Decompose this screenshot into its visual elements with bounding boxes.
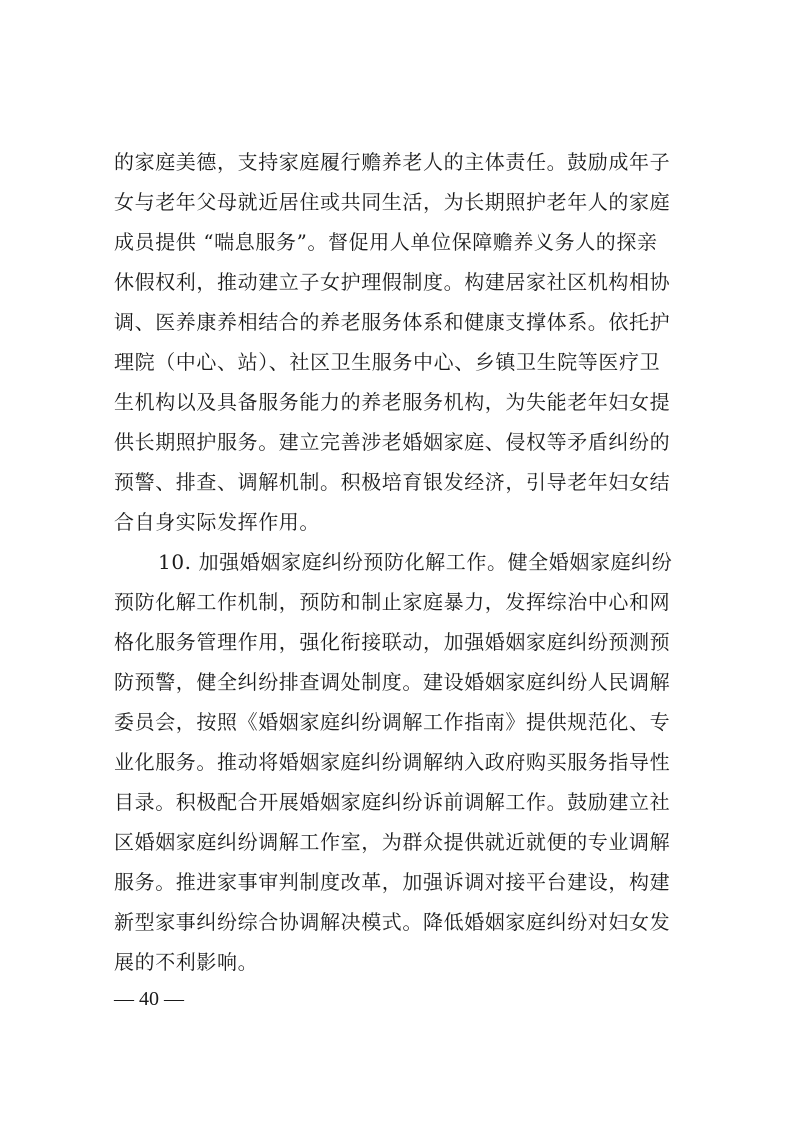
text-line: 供长期照护服务。建立完善涉老婚姻家庭、侵权等矛盾纠纷的 (114, 430, 671, 454)
text-line: 防预警，健全纠纷排查调处制度。建设婚姻家庭纠纷人民调解 (114, 670, 671, 694)
text-line: 区婚姻家庭纠纷调解工作室，为群众提供就近就便的专业调解 (114, 830, 671, 854)
text-line: 女与老年父母就近居住或共同生活，为长期照护老年人的家庭 (114, 190, 671, 214)
text-line: 休假权利，推动建立子女护理假制度。构建居家社区机构相协 (114, 270, 671, 294)
page-number: — 40 — (114, 988, 184, 1010)
section-heading-line: 10. 加强婚姻家庭纠纷预防化解工作。健全婚姻家庭纠纷 (158, 550, 673, 574)
text-line: 展的不利影响。 (114, 950, 259, 974)
text-line: 委员会，按照《婚姻家庭纠纷调解工作指南》提供规范化、专 (114, 710, 671, 734)
text-line: 合自身实际发挥作用。 (114, 510, 320, 534)
text-line: 目录。积极配合开展婚姻家庭纠纷诉前调解工作。鼓励建立社 (114, 790, 671, 814)
text-line: 的家庭美德，支持家庭履行赡养老人的主体责任。鼓励成年子 (114, 150, 671, 174)
text-line: 服务。推进家事审判制度改革，加强诉调对接平台建设，构建 (114, 870, 671, 894)
text-line: 业化服务。推动将婚姻家庭纠纷调解纳入政府购买服务指导性 (114, 750, 671, 774)
text-line: 预防化解工作机制，预防和制止家庭暴力，发挥综治中心和网 (114, 590, 671, 614)
text-line: 成员提供 “喘息服务”。督促用人单位保障赡养义务人的探亲 (114, 230, 658, 254)
text-line: 调、医养康养相结合的养老服务体系和健康支撑体系。依托护 (114, 310, 671, 334)
text-line: 理院（中心、站）、社区卫生服务中心、乡镇卫生院等医疗卫 (114, 350, 661, 374)
text-line: 格化服务管理作用，强化衔接联动，加强婚姻家庭纠纷预测预 (114, 630, 671, 654)
text-line: 生机构以及具备服务能力的养老服务机构，为失能老年妇女提 (114, 390, 671, 414)
text-line: 预警、排查、调解机制。积极培育银发经济，引导老年妇女结 (114, 470, 671, 494)
text-line: 新型家事纠纷综合协调解决模式。降低婚姻家庭纠纷对妇女发 (114, 910, 671, 934)
